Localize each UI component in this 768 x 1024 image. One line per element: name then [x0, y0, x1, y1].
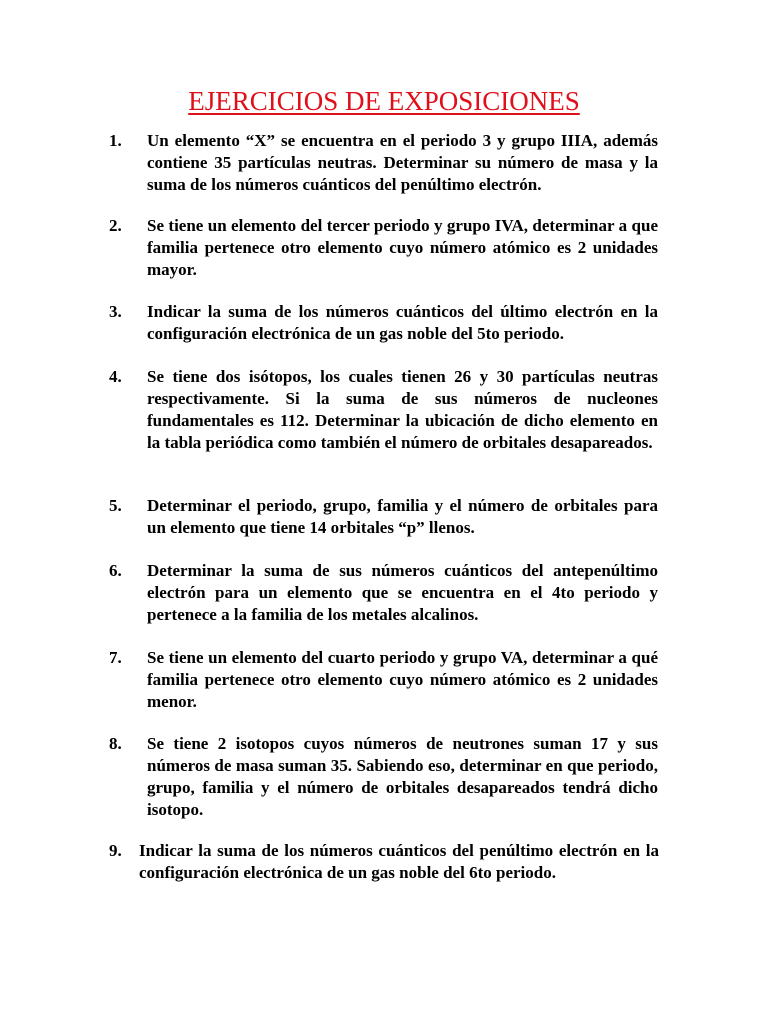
- exercise-number: 7.: [109, 648, 122, 667]
- exercise-text: Se tiene dos isótopos, los cuales tienen 26 y 30 partículas neutras respectivamente. Si la suma de sus números de nucleones fundamentales es 112. Determinar la ubicación de dicho elemento en la tabla periódica como también el número de orbitales desapareados.: [147, 367, 658, 452]
- document-title: EJERCICIOS DE EXPOSICIONES: [188, 86, 580, 116]
- exercise-text: Un elemento “X” se encuentra en el periodo 3 y grupo IIIA, además contiene 35 partículas neutras. Determinar su número de masa y la suma de los números cuánticos del penúltimo electrón.: [147, 131, 658, 194]
- exercise-text: Se tiene un elemento del tercer periodo y grupo IVA, determinar a que familia pertenece otro elemento cuyo número atómico es 2 unidades mayor.: [147, 216, 658, 279]
- exercise-text: Se tiene un elemento del cuarto periodo y grupo VA, determinar a qué familia pertenece otro elemento cuyo número atómico es 2 unidades menor.: [147, 648, 658, 711]
- exercise-text: Indicar la suma de los números cuánticos del penúltimo electrón en la configuración electrónica de un gas noble del 6to periodo.: [139, 841, 659, 882]
- exercise-number: 1.: [109, 131, 122, 150]
- exercise-number: 8.: [109, 734, 122, 753]
- exercise-number: 9.: [109, 841, 122, 860]
- exercise-text: Determinar el periodo, grupo, familia y el número de orbitales para un elemento que tiene 14 orbitales “p” llenos.: [147, 496, 658, 537]
- exercise-number: 4.: [109, 367, 122, 386]
- exercise-text: Indicar la suma de los números cuánticos del último electrón en la configuración electrónica de un gas noble del 5to periodo.: [147, 302, 658, 343]
- exercise-text: Determinar la suma de sus números cuánticos del antepenúltimo electrón para un elemento que se encuentra en el 4to periodo y pertenece a la familia de los metales alcalinos.: [147, 561, 658, 624]
- exercise-number: 6.: [109, 561, 122, 580]
- exercise-number: 3.: [109, 302, 122, 321]
- exercise-number: 5.: [109, 496, 122, 515]
- exercise-number: 2.: [109, 216, 122, 235]
- exercise-text: Se tiene 2 isotopos cuyos números de neutrones suman 17 y sus números de masa suman 35. Sabiendo eso, determinar en que periodo, grupo, familia y el número de orbitales desapareados tendrá dicho isotopo.: [147, 734, 658, 819]
